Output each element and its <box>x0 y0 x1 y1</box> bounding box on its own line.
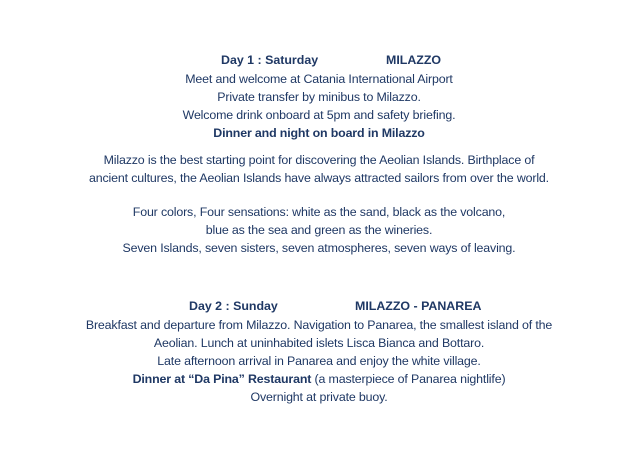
day1-label: Day 1 : Saturday <box>221 53 319 67</box>
sensations-line-1: Four colors, Four sensations: white as the sand, black as the volcano, <box>132 205 506 219</box>
intro-line-1: Milazzo is the best starting point for discovering the Aeolian Islands. Birthplace of <box>103 153 535 167</box>
day2-overnight: Overnight at private buoy. <box>250 390 388 404</box>
day1-line-3: Welcome drink onboard at 5pm and safety briefing. <box>182 108 456 122</box>
day2-line-3: Late afternoon arrival in Panarea and enjoy the white village. <box>157 354 481 368</box>
day1-dinner: Dinner and night on board in Milazzo <box>213 126 425 140</box>
intro-line-2: ancient cultures, the Aeolian Islands have always attracted sailors from over the world. <box>89 171 549 185</box>
sensations-line-2: blue as the sea and green as the wineries. <box>205 223 433 237</box>
day2-line-1: Breakfast and departure from Milazzo. Navigation to Panarea, the smallest island of the <box>85 318 553 332</box>
day2-dinner-restaurant: Dinner at “Da Pina” Restaurant <box>132 372 312 386</box>
day1-line-2: Private transfer by minibus to Milazzo. <box>217 90 421 104</box>
sensations-line-3: Seven Islands, seven sisters, seven atmospheres, seven ways of leaving. <box>122 241 516 255</box>
day1-line-1: Meet and welcome at Catania International Airport <box>185 72 453 86</box>
day2-location: MILAZZO - PANAREA <box>355 299 482 313</box>
day2-label: Day 2 : Sunday <box>189 299 278 313</box>
day2-line-2: Aeolian. Lunch at uninhabited islets Lisca Bianca and Bottaro. <box>153 336 485 350</box>
day1-location: MILAZZO <box>386 53 442 67</box>
day2-dinner <box>0 371 638 387</box>
day2-dinner-note: (a masterpiece of Panarea nightlife) <box>311 372 506 386</box>
